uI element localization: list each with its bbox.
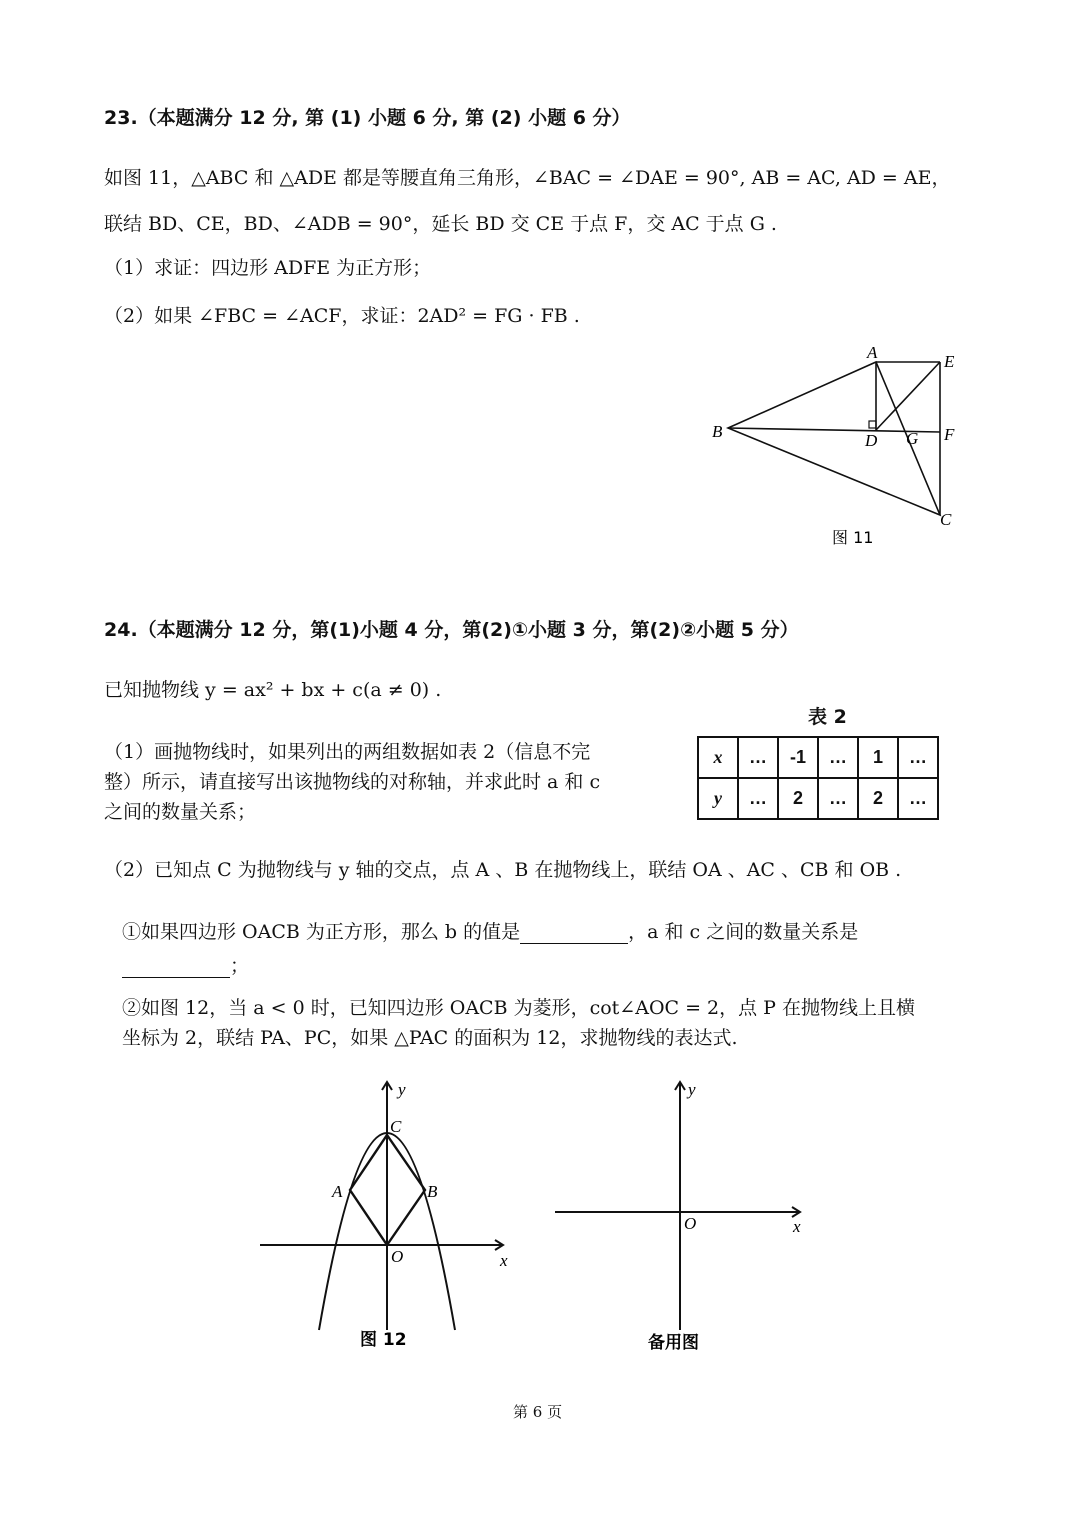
- spare-figure-caption: 备用图: [648, 1333, 699, 1353]
- q24-sub2-line1: ②如图 12，当 a < 0 时，已知四边形 OACB 为菱形，cot∠AOC = 2，点 P 在抛物线上且横: [122, 997, 916, 1019]
- q23-part2: （2）如果 ∠FBC = ∠ACF，求证：2AD² = FG · FB .: [104, 305, 580, 327]
- q24-header: 24.（本题满分 12 分，第(1)小题 4 分，第(2)①小题 3 分，第(2)②小题 5 分）: [104, 619, 799, 641]
- cell: …: [818, 778, 858, 819]
- label-c: C: [940, 510, 952, 529]
- label-a: A: [332, 1182, 343, 1201]
- page-number: 第 6 页: [513, 1403, 563, 1421]
- cell: y: [698, 778, 738, 819]
- sub1-end: ；: [230, 955, 250, 977]
- sub1-text: ①如果四边形 OACB 为正方形，那么 b 的值是: [122, 921, 521, 943]
- figure-12: [260, 1082, 503, 1330]
- label-o: O: [684, 1214, 697, 1233]
- q24-part1-line2: 整）所示，请直接写出该抛物线的对称轴，并求此时 a 和 c: [104, 771, 601, 793]
- q24-intro: 已知抛物线 y = ax² + bx + c(a ≠ 0) .: [104, 679, 442, 701]
- q24-sub1: [122, 920, 858, 944]
- cell: 1: [858, 737, 898, 778]
- q23-line2: 联结 BD、CE，BD、∠ADB = 90°，延长 BD 交 CE 于点 F，交 AC 于点 G .: [104, 213, 777, 235]
- table-row: [698, 737, 938, 778]
- label-b: B: [712, 422, 723, 441]
- cell: …: [898, 778, 938, 819]
- table-title: 表 2: [808, 706, 847, 728]
- q23-line1: 如图 11，△ABC 和 △ADE 都是等腰直角三角形，∠BAC = ∠DAE = 90°, AB = AC, AD = AE，: [104, 167, 951, 189]
- figure-11-labels: [712, 343, 955, 547]
- value-table: [697, 736, 939, 820]
- q23-part1: （1）求证：四边形 ADFE 为正方形；: [104, 257, 432, 279]
- q24-sub1-cont: [122, 954, 249, 978]
- label-g: G: [906, 429, 919, 448]
- q23-header: 23.（本题满分 12 分, 第 (1) 小题 6 分, 第 (2) 小题 6 分）: [104, 107, 631, 129]
- spare-figure-labels: [648, 1080, 801, 1353]
- label-f: F: [944, 425, 955, 444]
- label-y: y: [398, 1080, 406, 1099]
- q24-part1-line3: 之间的数量关系；: [104, 801, 257, 823]
- label-x: x: [793, 1217, 801, 1236]
- label-a: A: [867, 343, 878, 362]
- spare-figure: [555, 1082, 800, 1330]
- figure-12-caption: 图 12: [360, 1330, 407, 1350]
- label-o: O: [391, 1247, 404, 1266]
- label-d: D: [865, 431, 878, 450]
- label-c: C: [390, 1117, 402, 1136]
- label-y: y: [688, 1080, 696, 1099]
- cell: …: [738, 737, 778, 778]
- sub1-text-2: ，a 和 c 之间的数量关系是: [628, 921, 859, 943]
- label-b: B: [427, 1182, 438, 1201]
- cell: x: [698, 737, 738, 778]
- label-e: E: [944, 352, 955, 371]
- label-x: x: [500, 1251, 508, 1270]
- answer-blank-b[interactable]: [520, 925, 628, 944]
- cell: 2: [778, 778, 818, 819]
- table-row: [698, 778, 938, 819]
- cell: …: [818, 737, 858, 778]
- answer-blank-ac[interactable]: [122, 959, 230, 978]
- q24-part1-line1: （1）画抛物线时，如果列出的两组数据如表 2（信息不完: [104, 741, 591, 763]
- cell: …: [738, 778, 778, 819]
- figure-12-labels: [331, 1080, 508, 1350]
- cell: 2: [858, 778, 898, 819]
- q24-sub2-line2: 坐标为 2，联结 PA、PC，如果 △PAC 的面积为 12，求抛物线的表达式.: [122, 1027, 738, 1049]
- cell: …: [898, 737, 938, 778]
- figure-11-caption: 图 11: [832, 528, 874, 547]
- cell: -1: [778, 737, 818, 778]
- q24-part2: （2）已知点 C 为抛物线与 y 轴的交点，点 A 、B 在抛物线上，联结 OA 、AC 、CB 和 OB .: [104, 859, 902, 881]
